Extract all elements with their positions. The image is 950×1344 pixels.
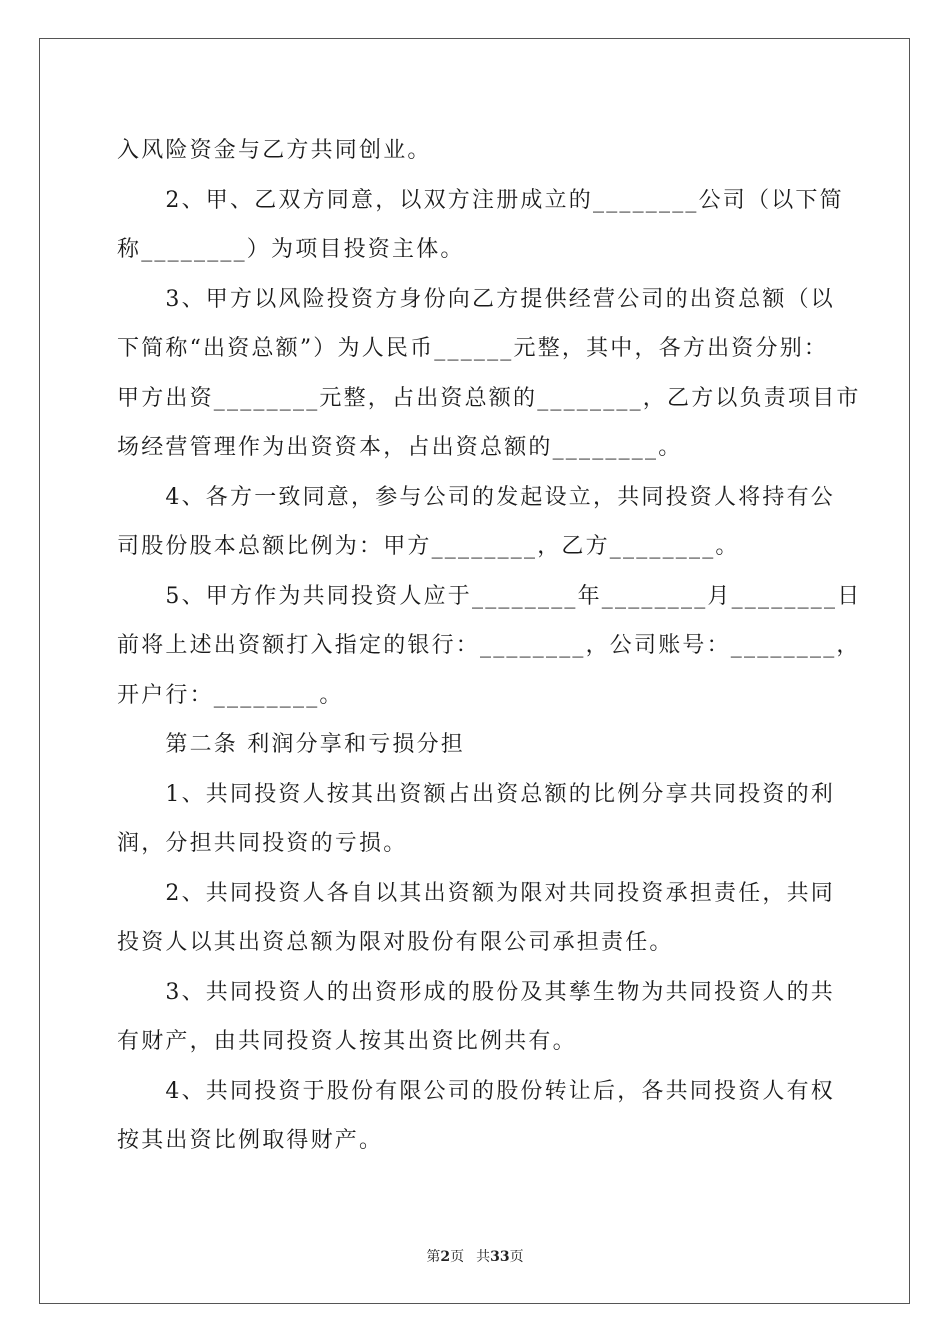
page-prefix: 第: [426, 1249, 441, 1265]
text-line: 4、共同投资于股份有限公司的股份转让后，各共同投资人有权: [117, 1078, 835, 1104]
section-heading: 第二条 利润分享和亏损分担: [117, 732, 465, 757]
page-suffix: 页: [450, 1249, 465, 1265]
text-line: 称________）为项目投资主体。: [117, 237, 465, 262]
document-body: [117, 126, 862, 1166]
text-line: 2、共同投资人各自以其出资额为限对共同投资承担责任，共同: [117, 880, 835, 906]
text-line: 前将上述出资额打入指定的银行：________，公司账号：________，: [117, 633, 861, 658]
page-footer: [0, 1248, 950, 1266]
total-suffix: 页: [509, 1249, 524, 1265]
total-prefix: 共: [476, 1249, 491, 1265]
text-line: 按其出资比例取得财产。: [117, 1128, 384, 1153]
text-line: 3、甲方以风险投资方身份向乙方提供经营公司的出资总额（以: [117, 286, 835, 312]
text-line: 1、共同投资人按其出资额占出资总额的比例分享共同投资的利: [117, 781, 835, 807]
text-line: 3、共同投资人的出资形成的股份及其孳生物为共同投资人的共: [117, 979, 835, 1005]
text-line: 5、甲方作为共同投资人应于________年________月________日: [117, 583, 862, 609]
text-line: 下简称“出资总额”）为人民币______元整，其中，各方出资分别：: [117, 336, 829, 361]
text-line: 2、甲、乙双方同意，以双方注册成立的________公司（以下简: [117, 187, 844, 213]
total-pages: 33: [490, 1249, 510, 1265]
page-number: 2: [440, 1249, 451, 1265]
text-line: 润，分担共同投资的亏损。: [117, 831, 408, 856]
text-line: 有财产，由共同投资人按其出资比例共有。: [117, 1029, 577, 1054]
text-line: 场经营管理作为出资资本，占出资总额的________。: [117, 435, 683, 460]
text-line: 开户行：________。: [117, 682, 344, 708]
text-line: 投资人以其出资总额为限对股份有限公司承担责任。: [117, 930, 674, 955]
text-line: 甲方出资________元整，占出资总额的________，乙方以负责项目市: [117, 385, 861, 411]
text-line: 4、各方一致同意，参与公司的发起设立，共同投资人将持有公: [117, 484, 835, 510]
text-line: 司股份股本总额比例为：甲方________，乙方________。: [117, 534, 740, 559]
text-line: 入风险资金与乙方共同创业。: [117, 138, 432, 163]
